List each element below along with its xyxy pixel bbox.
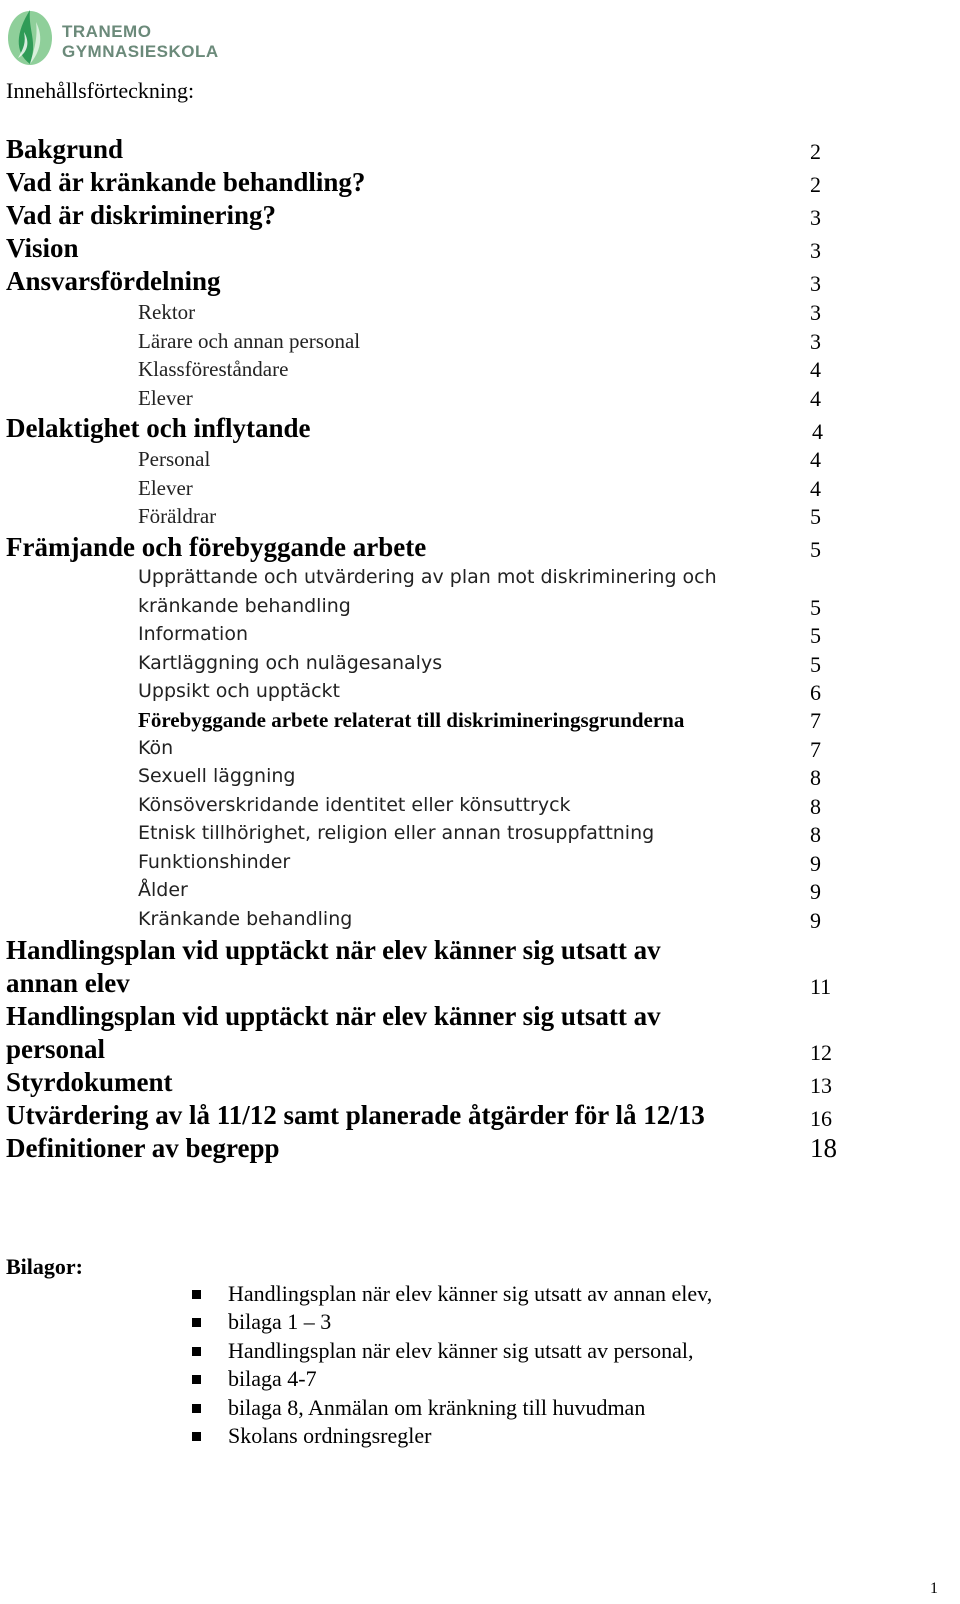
- toc-entry-title: Information: [138, 623, 248, 645]
- toc-entry-title: Vad är diskriminering?: [6, 200, 277, 230]
- toc-entry-page: 3: [810, 271, 821, 296]
- toc-entry-page: 2: [810, 139, 821, 164]
- toc-entry-title: Ansvarsfördelning: [6, 266, 221, 296]
- toc-entry-title: Bakgrund: [6, 134, 124, 164]
- logo-line-1: TRANEMO: [62, 22, 152, 41]
- toc-entry-title: Uppsikt och upptäckt: [138, 680, 341, 702]
- toc-entry-title: kränkande behandling: [138, 595, 351, 617]
- toc-entry-page: 3: [810, 205, 821, 230]
- toc-entry-page: 4: [810, 447, 821, 472]
- bilaga-item: Handlingsplan när elev känner sig utsatt av annan elev,: [228, 1281, 713, 1306]
- toc-entry-title: Kön: [138, 737, 174, 759]
- toc-entry-page: 8: [810, 822, 821, 847]
- toc-entry-page: 4: [812, 419, 823, 444]
- toc-entry-title: Sexuell läggning: [138, 765, 296, 787]
- bullet-icon: [192, 1290, 201, 1299]
- page-number: 1: [930, 1580, 938, 1597]
- toc-entry-page: 3: [810, 300, 821, 325]
- toc-entry-page: 7: [810, 737, 821, 762]
- toc-entry-title: Ålder: [138, 879, 188, 901]
- toc-entry-title: Utvärdering av lå 11/12 samt planerade åtgärder för lå 12/13: [6, 1100, 705, 1130]
- toc-entry-page: 12: [810, 1040, 832, 1065]
- bilaga-item: Handlingsplan när elev känner sig utsatt av personal,: [228, 1338, 694, 1363]
- bilaga-item: bilaga 4-7: [228, 1366, 317, 1391]
- toc-entry-title: Föräldrar: [138, 504, 217, 528]
- toc-entry-page: 5: [810, 652, 821, 677]
- toc-entry-title: Klassföreståndare: [138, 357, 289, 381]
- toc-heading: Innehållsförteckning:: [6, 78, 195, 103]
- bullet-icon: [192, 1375, 201, 1384]
- bilaga-item: bilaga 8, Anmälan om kränkning till huvudman: [228, 1395, 646, 1420]
- toc-entry-title: Upprättande och utvärdering av plan mot diskriminering och: [138, 566, 717, 588]
- toc-entry-page: 9: [810, 851, 821, 876]
- toc-entry-title: Vad är kränkande behandling?: [6, 167, 366, 197]
- bullet-icon: [192, 1404, 201, 1413]
- logo-line-2: GYMNASIESKOLA: [62, 42, 219, 61]
- bilaga-item: bilaga 1 – 3: [228, 1309, 332, 1334]
- toc-entry-page: 9: [810, 908, 821, 933]
- toc-entry-page: 8: [810, 794, 821, 819]
- toc-entry-page: 5: [810, 595, 821, 620]
- toc-entry-title: Handlingsplan vid upptäckt när elev känner sig utsatt av: [6, 935, 661, 965]
- toc-entry-title: Könsöverskridande identitet eller könsuttryck: [138, 794, 571, 816]
- toc-entry-title: Definitioner av begrepp: [6, 1133, 280, 1163]
- toc-entry-page: 16: [810, 1106, 832, 1131]
- toc-entry-title: Handlingsplan vid upptäckt när elev känner sig utsatt av: [6, 1001, 661, 1031]
- toc-entry-page: 5: [810, 504, 821, 529]
- toc-entry-title: Elever: [138, 476, 193, 500]
- bilaga-item: Skolans ordningsregler: [228, 1423, 432, 1448]
- bullet-icon: [192, 1347, 201, 1356]
- toc-entry-title: Styrdokument: [6, 1067, 173, 1097]
- toc-entry-title: Främjande och förebyggande arbete: [6, 532, 427, 562]
- toc-entry-page: 4: [810, 357, 821, 382]
- toc-entry-title: personal: [6, 1034, 106, 1064]
- toc-entry-page: 4: [810, 386, 821, 411]
- toc-entry-title: Lärare och annan personal: [138, 329, 361, 353]
- toc-entry-page: 2: [810, 172, 821, 197]
- toc-entry-page: 6: [810, 680, 821, 705]
- toc-entry-page: 18: [810, 1133, 837, 1163]
- bullet-icon: [192, 1318, 201, 1327]
- toc-entry-page: 5: [810, 537, 821, 562]
- toc-entry-title: Elever: [138, 386, 193, 410]
- toc-entry-title: annan elev: [6, 968, 130, 998]
- toc-entry-title: Kränkande behandling: [138, 908, 353, 930]
- toc-entry-page: 9: [810, 879, 821, 904]
- toc-entry-title: Delaktighet och inflytande: [6, 413, 311, 443]
- toc-entry-title: Förebyggande arbete relaterat till diskrimineringsgrunderna: [138, 708, 685, 732]
- school-logo: [4, 2, 219, 68]
- toc-entry-page: 3: [810, 238, 821, 263]
- toc-entry-title: Vision: [6, 233, 79, 263]
- toc-entry-title: Personal: [138, 447, 211, 471]
- toc-entry-page: 7: [810, 708, 821, 733]
- toc-entry-page: 5: [810, 623, 821, 648]
- bullet-icon: [192, 1432, 201, 1441]
- toc-entry-page: 8: [810, 765, 821, 790]
- toc-entry-title: Kartläggning och nulägesanalys: [138, 652, 443, 674]
- toc-entry-title: Etnisk tillhörighet, religion eller annan trosuppfattning: [138, 822, 655, 844]
- toc-entry-page: 13: [810, 1073, 832, 1098]
- toc-entry-page: 3: [810, 329, 821, 354]
- toc-entry-page: 11: [810, 974, 832, 999]
- bilagor-heading: Bilagor:: [6, 1254, 83, 1279]
- flame-leaf-icon: [4, 2, 60, 68]
- toc-entry-title: Funktionshinder: [138, 851, 291, 873]
- toc-entry-page: 4: [810, 476, 821, 501]
- toc-entry-title: Rektor: [138, 300, 196, 324]
